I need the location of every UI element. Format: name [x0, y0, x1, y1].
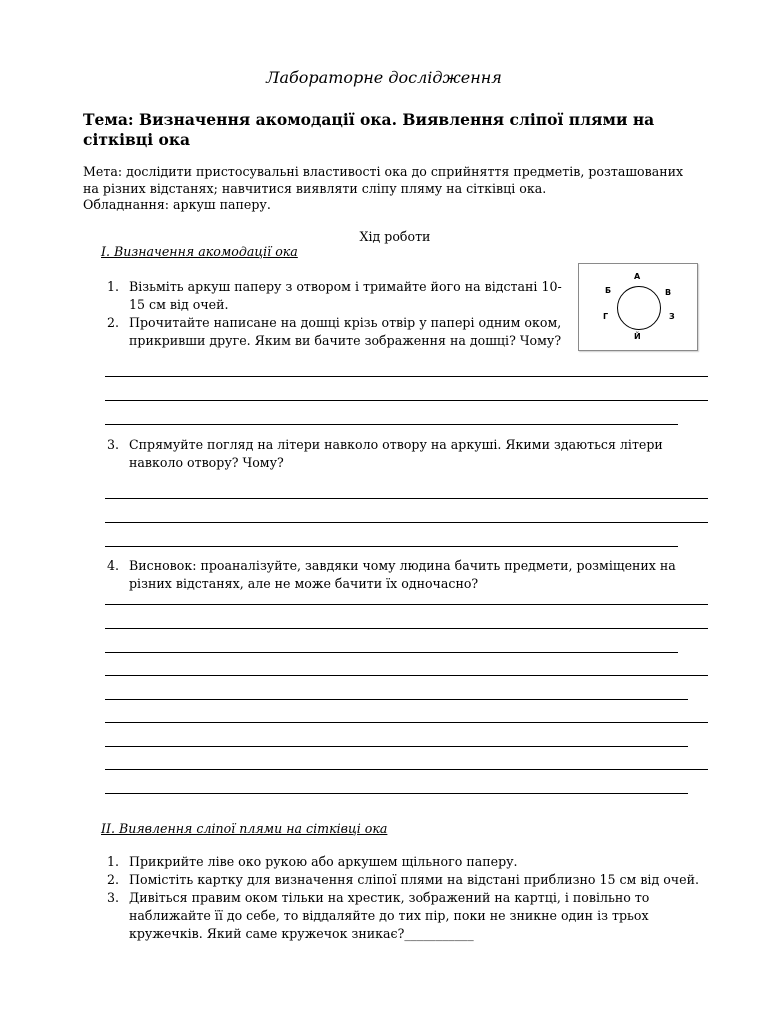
list-item	[107, 278, 569, 314]
answer-line[interactable]	[105, 498, 708, 499]
list-item-number: 3.	[107, 437, 120, 452]
figure-letter-right: В	[665, 288, 672, 297]
list-item-number: 4.	[107, 558, 120, 573]
list-item	[107, 557, 707, 593]
page-title: Лабораторне дослідження	[266, 68, 502, 87]
answer-line[interactable]	[105, 628, 708, 629]
list-item-text: Помістіть картку для визначення сліпої плями на відстані приблизно 15 см від очей.	[129, 872, 699, 887]
section1-list-b	[107, 436, 707, 472]
hole-circle	[617, 286, 661, 330]
list-item-text: Прикрийте ліве око рукою або аркушем щільного паперу.	[129, 854, 518, 869]
answer-line[interactable]	[105, 522, 708, 523]
answer-line[interactable]	[105, 793, 688, 794]
goal-text: Мета: дослідити пристосувальні властивості ока до сприйняття предметів, розташованих на різних відстанях; навчитися виявляти сліпу пляму на сітківці ока.	[83, 164, 684, 196]
figure-letter-bottom-left: Г	[603, 312, 609, 321]
section2-heading: II. Виявлення сліпої плями на сітківці ока	[101, 821, 388, 836]
list-item-text: Висновок: проаналізуйте, завдяки чому людина бачить предмети, розміщених на різних відстанях, але не може бачити їх одночасно?	[129, 558, 676, 591]
list-item-number: 2.	[107, 872, 120, 887]
goal-block	[83, 164, 703, 214]
list-item-text: Прочитайте написане на дошці крізь отвір у папері одним оком, прикривши друге. Яким ви бачите зображення на дошці? Чому?	[129, 315, 562, 348]
section2-list	[107, 853, 713, 943]
answer-line[interactable]	[105, 604, 708, 605]
answer-line[interactable]	[105, 400, 708, 401]
list-item	[107, 314, 569, 350]
figure-letter-left: Б	[605, 286, 612, 295]
answer-line[interactable]	[105, 699, 688, 700]
answer-line[interactable]	[105, 546, 678, 547]
answer-line[interactable]	[105, 376, 708, 377]
list-item-text: Візьміть аркуш паперу з отвором і тримайте його на відстані 10-15 см від очей.	[129, 279, 562, 312]
answer-line[interactable]	[105, 769, 708, 770]
answer-line[interactable]	[105, 652, 678, 653]
list-item-text: Дивіться правим оком тільки на хрестик, зображений на картці, і повільно то наближайте її до себе, то віддаляйте до тих пір, поки не зникне один із трьох кружечків. Який саме кружечок зникає?___________	[129, 890, 650, 941]
accommodation-figure	[578, 263, 698, 351]
list-item	[107, 436, 707, 472]
answer-line[interactable]	[105, 722, 708, 723]
answer-line[interactable]	[105, 424, 678, 425]
list-item-number: 1.	[107, 279, 120, 294]
section1-heading: I. Визначення акомодації ока	[101, 244, 298, 259]
answer-line[interactable]	[105, 746, 688, 747]
section1-list-a	[107, 278, 569, 350]
figure-letter-top: А	[634, 272, 641, 281]
equipment-text: Обладнання: аркуш паперу.	[83, 197, 271, 212]
figure-letter-bottom-right: З	[669, 312, 675, 321]
list-item-number: 3.	[107, 890, 120, 905]
list-item-number: 2.	[107, 315, 120, 330]
answer-line[interactable]	[105, 675, 708, 676]
list-item-text: Спрямуйте погляд на літери навколо отвору на аркуші. Якими здаються літери навколо отвору? Чому?	[129, 437, 663, 470]
workflow-heading: Хід роботи	[359, 229, 431, 244]
list-item	[107, 871, 713, 889]
figure-letter-bottom: Й	[634, 332, 641, 341]
topic-heading: Тема: Визначення акомодації ока. Виявлення сліпої плями на сітківці ока	[83, 110, 655, 149]
list-item	[107, 853, 713, 871]
list-item-number: 1.	[107, 854, 120, 869]
section1-list-c	[107, 557, 707, 593]
list-item	[107, 889, 713, 943]
